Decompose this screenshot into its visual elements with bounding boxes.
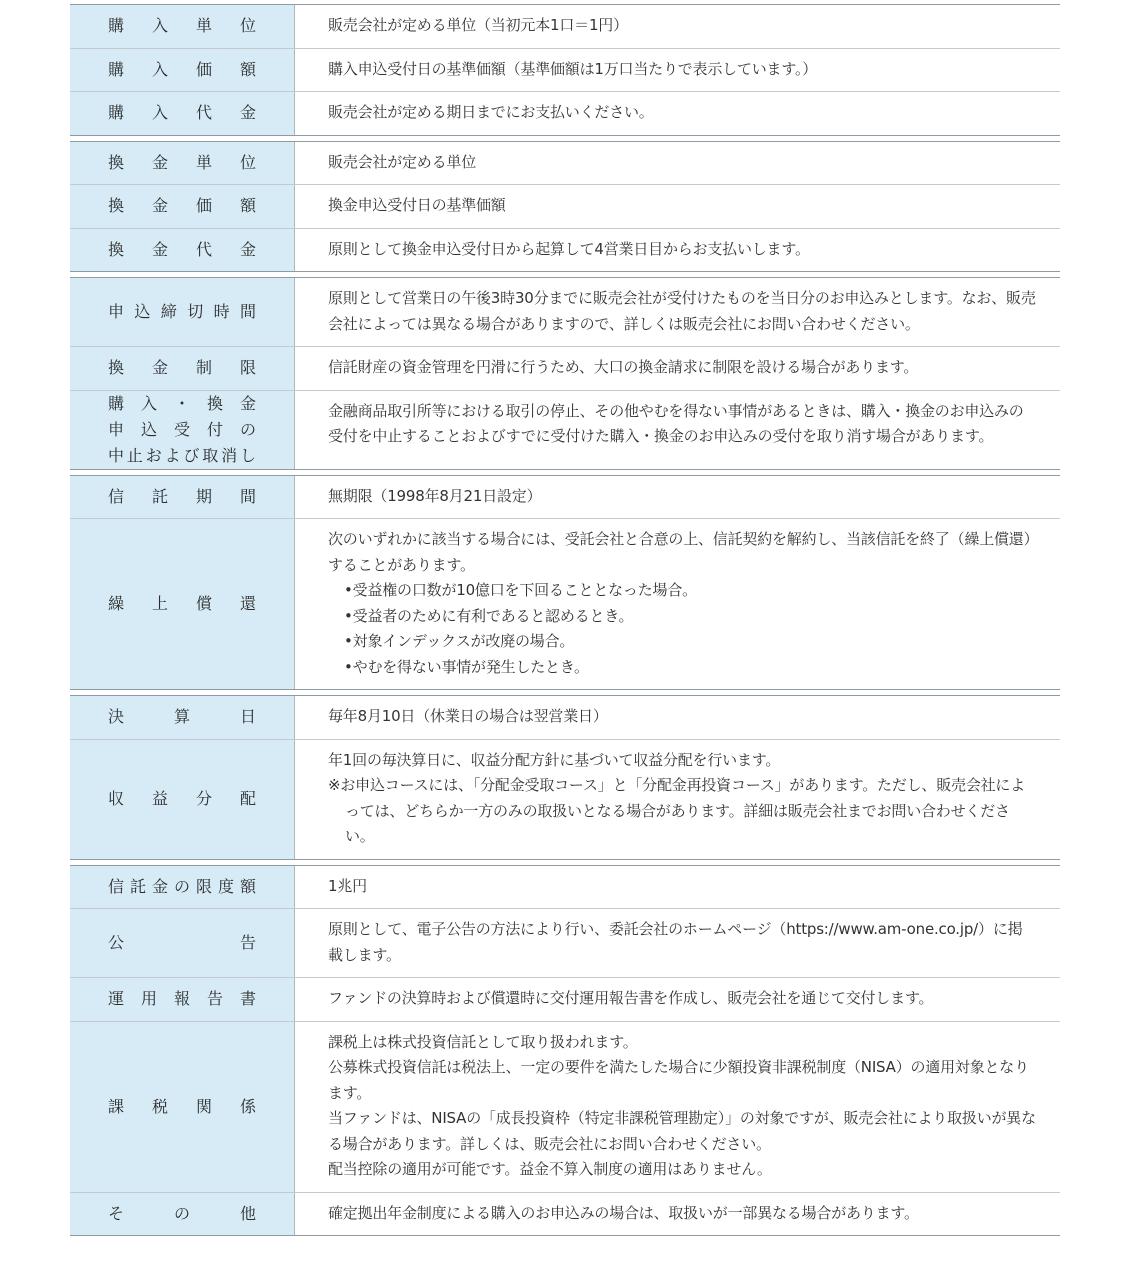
- row-label-line: 運用報告書: [108, 989, 256, 1009]
- row-value-text: 原則として換金申込受付日から起算して4営業日目からお支払いします。: [328, 239, 810, 258]
- row-label: [70, 519, 295, 689]
- row-label: [70, 1022, 295, 1192]
- table-group: [70, 277, 1060, 470]
- row-label-line: 購入・換金: [108, 393, 256, 413]
- row-value-text: ファンドの決算時および償還時に交付運用報告書を作成し、販売会社を通じて交付します。: [328, 989, 934, 1007]
- row-label: [70, 391, 295, 469]
- row-value-note: ※お申込コースには、「分配金受取コース」と「分配金再投資コース」があります。ただし、販売会社によっては、どちらか一方のみの取扱いとなる場合があります。詳細は販売会社までお問い合わせください。: [328, 776, 1026, 845]
- row-value-text: 当ファンドは、NISAの「成長投資枠（特定非課税管理勘定）」の対象ですが、販売会社により取扱いが異なる場合があります。詳しくは、販売会社にお問い合わせください。: [328, 1109, 1036, 1153]
- row-value-text: 購入申込受付日の基準価額（基準価額は1万口当たりで表示しています。）: [328, 59, 818, 78]
- row-value: [295, 740, 1060, 859]
- row-value: [295, 278, 1060, 346]
- row-value-text: 販売会社が定める期日までにお支払いください。: [328, 103, 654, 121]
- row-label: [70, 49, 295, 92]
- row-value: [295, 92, 1060, 135]
- table-row: [70, 142, 1060, 185]
- row-label: [70, 278, 295, 346]
- table-row: [70, 866, 1060, 909]
- row-label: [70, 5, 295, 48]
- row-label: [70, 185, 295, 228]
- row-value-text: 原則として営業日の午後3時30分までに販売会社が受付けたものを当日分のお申込みとします。なお、販売会社によっては異なる場合がありますので、詳しくは販売会社にお問い合わせください。: [328, 289, 1036, 333]
- row-label: [70, 740, 295, 859]
- row-value-bullet: •受益者のために有利であると認めるとき。: [344, 606, 634, 625]
- row-label: [70, 1193, 295, 1236]
- row-label-line: 購入代金: [108, 103, 256, 123]
- row-value-text: 信託財産の資金管理を円滑に行うため、大口の換金請求に制限を設ける場合があります。: [328, 358, 919, 376]
- row-label-line: 課税関係: [108, 1096, 256, 1116]
- row-label: [70, 978, 295, 1021]
- row-label-line: 換金価額: [108, 196, 256, 216]
- table-row: [70, 91, 1060, 135]
- row-label-line: 中止および取消し: [108, 445, 256, 465]
- table-row: [70, 476, 1060, 519]
- row-value-text: 公募株式投資信託は税法上、一定の要件を満たした場合に少額投資非課税制度（NISA）の適用対象となります。: [328, 1058, 1029, 1102]
- row-value-text: 確定拠出年金制度による購入のお申込みの場合は、取扱いが一部異なる場合があります。: [328, 1203, 919, 1222]
- table-row: [70, 1021, 1060, 1192]
- table-group: [70, 475, 1060, 691]
- table-row: [70, 346, 1060, 390]
- table-row: [70, 184, 1060, 228]
- row-label-line: 信託金の限度額: [108, 876, 256, 896]
- row-value-text: 販売会社が定める単位（当初元本1口＝1円）: [328, 16, 628, 34]
- row-value-text: 原則として、電子公告の方法により行い、委託会社のホームページ（https://www.am-one.co.jp/）に掲載します。: [328, 920, 1023, 964]
- row-value-text: 無期限（1998年8月21日設定）: [328, 486, 542, 505]
- table-group: [70, 695, 1060, 860]
- row-value: [295, 696, 1060, 739]
- row-value-bullet: •対象インデックスが改廃の場合。: [344, 632, 575, 650]
- row-label: [70, 696, 295, 739]
- row-value-text: 次のいずれかに該当する場合には、受託会社と合意の上、信託契約を解約し、当該信託を終了（繰上償還）することがあります。: [328, 530, 1031, 574]
- table-group: [70, 865, 1060, 1237]
- row-value: [295, 866, 1060, 909]
- row-value-text: 年1回の毎決算日に、収益分配方針に基づいて収益分配を行います。: [328, 750, 781, 769]
- row-label: [70, 866, 295, 909]
- table-row: [70, 908, 1060, 977]
- row-value-text: 毎年8月10日（休業日の場合は翌営業日）: [328, 707, 608, 725]
- row-value-text: 課税上は株式投資信託として取り扱われます。: [328, 1032, 638, 1051]
- row-label-line: 収益分配: [108, 789, 256, 808]
- row-label-line: 申込受付の: [108, 419, 256, 439]
- row-label: [70, 92, 295, 135]
- row-label-line: 換金代金: [108, 239, 256, 259]
- row-value: [295, 476, 1060, 519]
- table-group: [70, 4, 1060, 136]
- row-label-line: 決算日: [108, 707, 256, 727]
- row-value: [295, 185, 1060, 228]
- row-value-text: 1兆円: [328, 876, 367, 895]
- row-value: [295, 49, 1060, 92]
- row-label-line: 申込締切時間: [108, 302, 256, 321]
- table-row: [70, 390, 1060, 469]
- table-row: [70, 278, 1060, 346]
- row-label-line: 信託期間: [108, 486, 256, 506]
- row-label-line: 換金単位: [108, 152, 256, 172]
- table-group: [70, 141, 1060, 273]
- row-value: [295, 519, 1060, 689]
- row-value: [295, 391, 1060, 469]
- row-label-line: 購入価額: [108, 59, 256, 79]
- row-label-line: 公告: [108, 933, 256, 952]
- table-row: [70, 48, 1060, 92]
- row-value-text: 換金申込受付日の基準価額: [328, 196, 506, 214]
- table-row: [70, 1192, 1060, 1236]
- row-label-line: 換金制限: [108, 358, 256, 378]
- row-label-line: 購入単位: [108, 16, 256, 36]
- row-value: [295, 347, 1060, 390]
- table-row: [70, 5, 1060, 48]
- table-row: [70, 518, 1060, 689]
- row-value: [295, 229, 1060, 272]
- row-value: [295, 142, 1060, 185]
- row-label: [70, 476, 295, 519]
- row-value: [295, 1022, 1060, 1192]
- row-value-text: 販売会社が定める単位: [328, 152, 477, 171]
- row-label-line: 繰上償還: [108, 594, 256, 613]
- table-row: [70, 228, 1060, 272]
- row-value-text: 配当控除の適用が可能です。益金不算入制度の適用はありません。: [328, 1160, 772, 1178]
- row-label: [70, 347, 295, 390]
- fund-terms-table: [70, 4, 1060, 1241]
- row-value: [295, 909, 1060, 977]
- row-value: [295, 1193, 1060, 1236]
- table-row: [70, 696, 1060, 739]
- row-label: [70, 142, 295, 185]
- table-row: [70, 977, 1060, 1021]
- table-row: [70, 739, 1060, 859]
- row-value: [295, 5, 1060, 48]
- row-label: [70, 909, 295, 977]
- row-value-bullet: •やむを得ない事情が発生したとき。: [344, 657, 589, 676]
- row-label-line: その他: [108, 1203, 256, 1223]
- row-label: [70, 229, 295, 272]
- row-value-bullet: •受益権の口数が10億口を下回ることとなった場合。: [344, 581, 697, 599]
- row-value-text: 金融商品取引所等における取引の停止、その他やむを得ない事情があるときは、購入・換金のお申込みの受付を中止することおよびすでに受付けた購入・換金のお申込みの受付を取り消す場合があります。: [328, 401, 1024, 445]
- row-value: [295, 978, 1060, 1021]
